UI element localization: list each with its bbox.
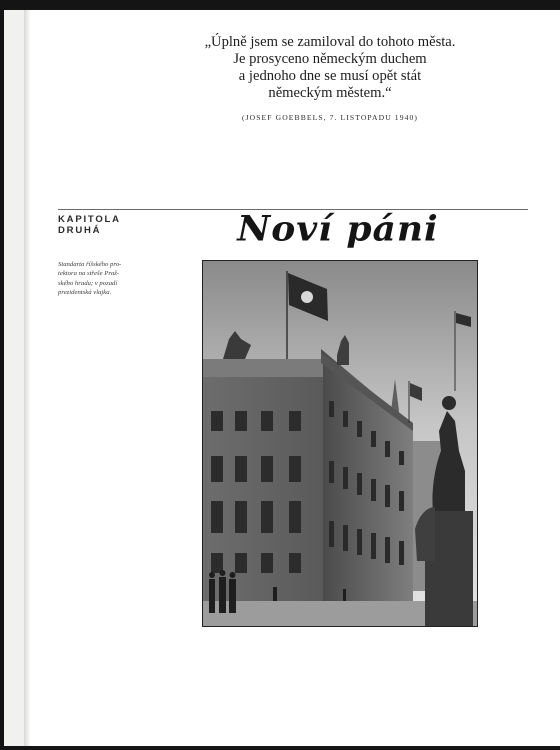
chapter-label bbox=[58, 214, 148, 236]
quote-line-2: Je prosyceno německým duchem bbox=[233, 51, 427, 67]
roof-parapet bbox=[203, 359, 323, 377]
quote-line-3: a jednoho dne se musí opět stát bbox=[238, 68, 422, 84]
chapter-title: Noví páni bbox=[237, 208, 439, 250]
epigraph-quote bbox=[180, 34, 480, 102]
caption-line-4: prezidentská vlajka. bbox=[58, 289, 112, 297]
quote-line-4: německým městem.“ bbox=[268, 85, 392, 101]
castle-photo bbox=[202, 260, 478, 627]
flag-emblem bbox=[301, 291, 313, 303]
chapter-label-line-2: DRUHÁ bbox=[58, 225, 102, 236]
chapter-label-line-1: KAPITOLA bbox=[58, 214, 121, 225]
castle-photo-illustration bbox=[203, 261, 477, 626]
caption-line-2: tektora na střeše Praž- bbox=[58, 270, 120, 278]
statue-head bbox=[442, 396, 456, 410]
quote-attribution: (JOSEF GOEBBELS, 7. LISTOPADU 1940) bbox=[241, 113, 419, 122]
caption-line-3: ského hradu; v pozadí bbox=[58, 279, 118, 287]
quote-line-1: „Úplně jsem se zamiloval do tohoto města. bbox=[204, 34, 456, 50]
caption-line-1: Standarta říšského pro- bbox=[58, 261, 122, 268]
photo-caption bbox=[58, 260, 140, 298]
